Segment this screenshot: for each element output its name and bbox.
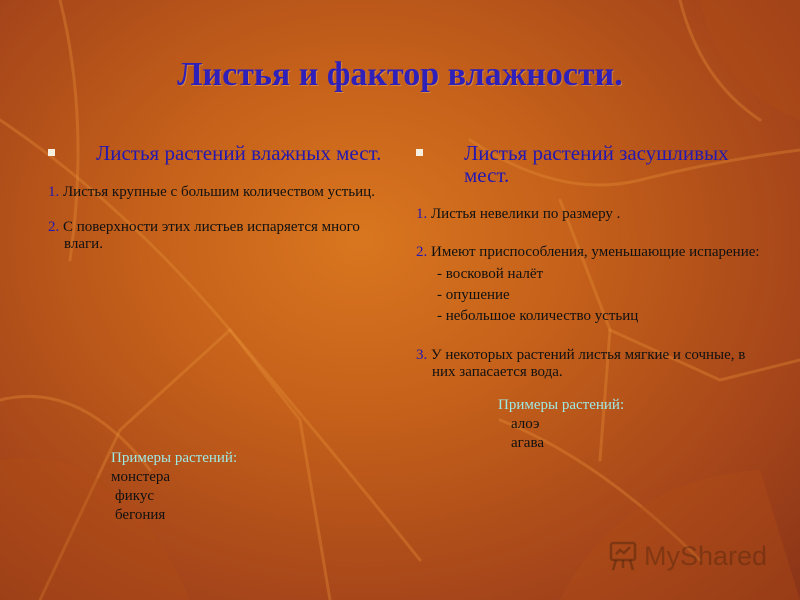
arid-column (416, 142, 761, 452)
arid-subitem: - восковой налёт (437, 266, 544, 282)
arid-examples (498, 397, 718, 452)
arid-subitem: - небольшое количество устьиц (437, 308, 639, 324)
arid-item-2: 2. Имеют приспособления, уменьшающие испарение: (416, 244, 760, 260)
humid-examples (111, 450, 331, 524)
arid-heading-text: Листья растений засушливых мест. (464, 141, 729, 187)
square-bullet-icon (416, 149, 423, 156)
arid-heading (416, 142, 761, 186)
watermark (606, 536, 767, 576)
humid-item-1: 1. Листья крупные с большим количеством устьиц. (48, 184, 375, 200)
humid-item-2: 2. С поверхности этих листьев испаряется много влаги. (48, 219, 360, 252)
humid-column (48, 141, 383, 523)
example-item: агава (511, 435, 545, 451)
humid-heading-text: Листья растений влажных мест. (96, 141, 382, 165)
humid-heading (48, 142, 383, 164)
humid-examples-label: Примеры растений: (111, 450, 238, 466)
arid-subitem: - опушение (437, 287, 510, 303)
presentation-board-icon (606, 539, 640, 573)
slide-title: Листья и фактор влажности. (177, 56, 623, 93)
watermark-text: MyShared (644, 540, 768, 571)
example-item: монстера (111, 469, 171, 485)
example-item: алоэ (511, 416, 540, 432)
square-bullet-icon (48, 149, 55, 156)
arid-item-1: 1. Листья невелики по размеру . (416, 206, 621, 222)
example-item: фикус (115, 488, 154, 504)
arid-item-3: 3. У некоторых растений листья мягкие и сочные, в них запасается вода. (416, 347, 746, 380)
arid-examples-label: Примеры растений: (498, 397, 625, 413)
example-item: бегония (115, 507, 166, 523)
